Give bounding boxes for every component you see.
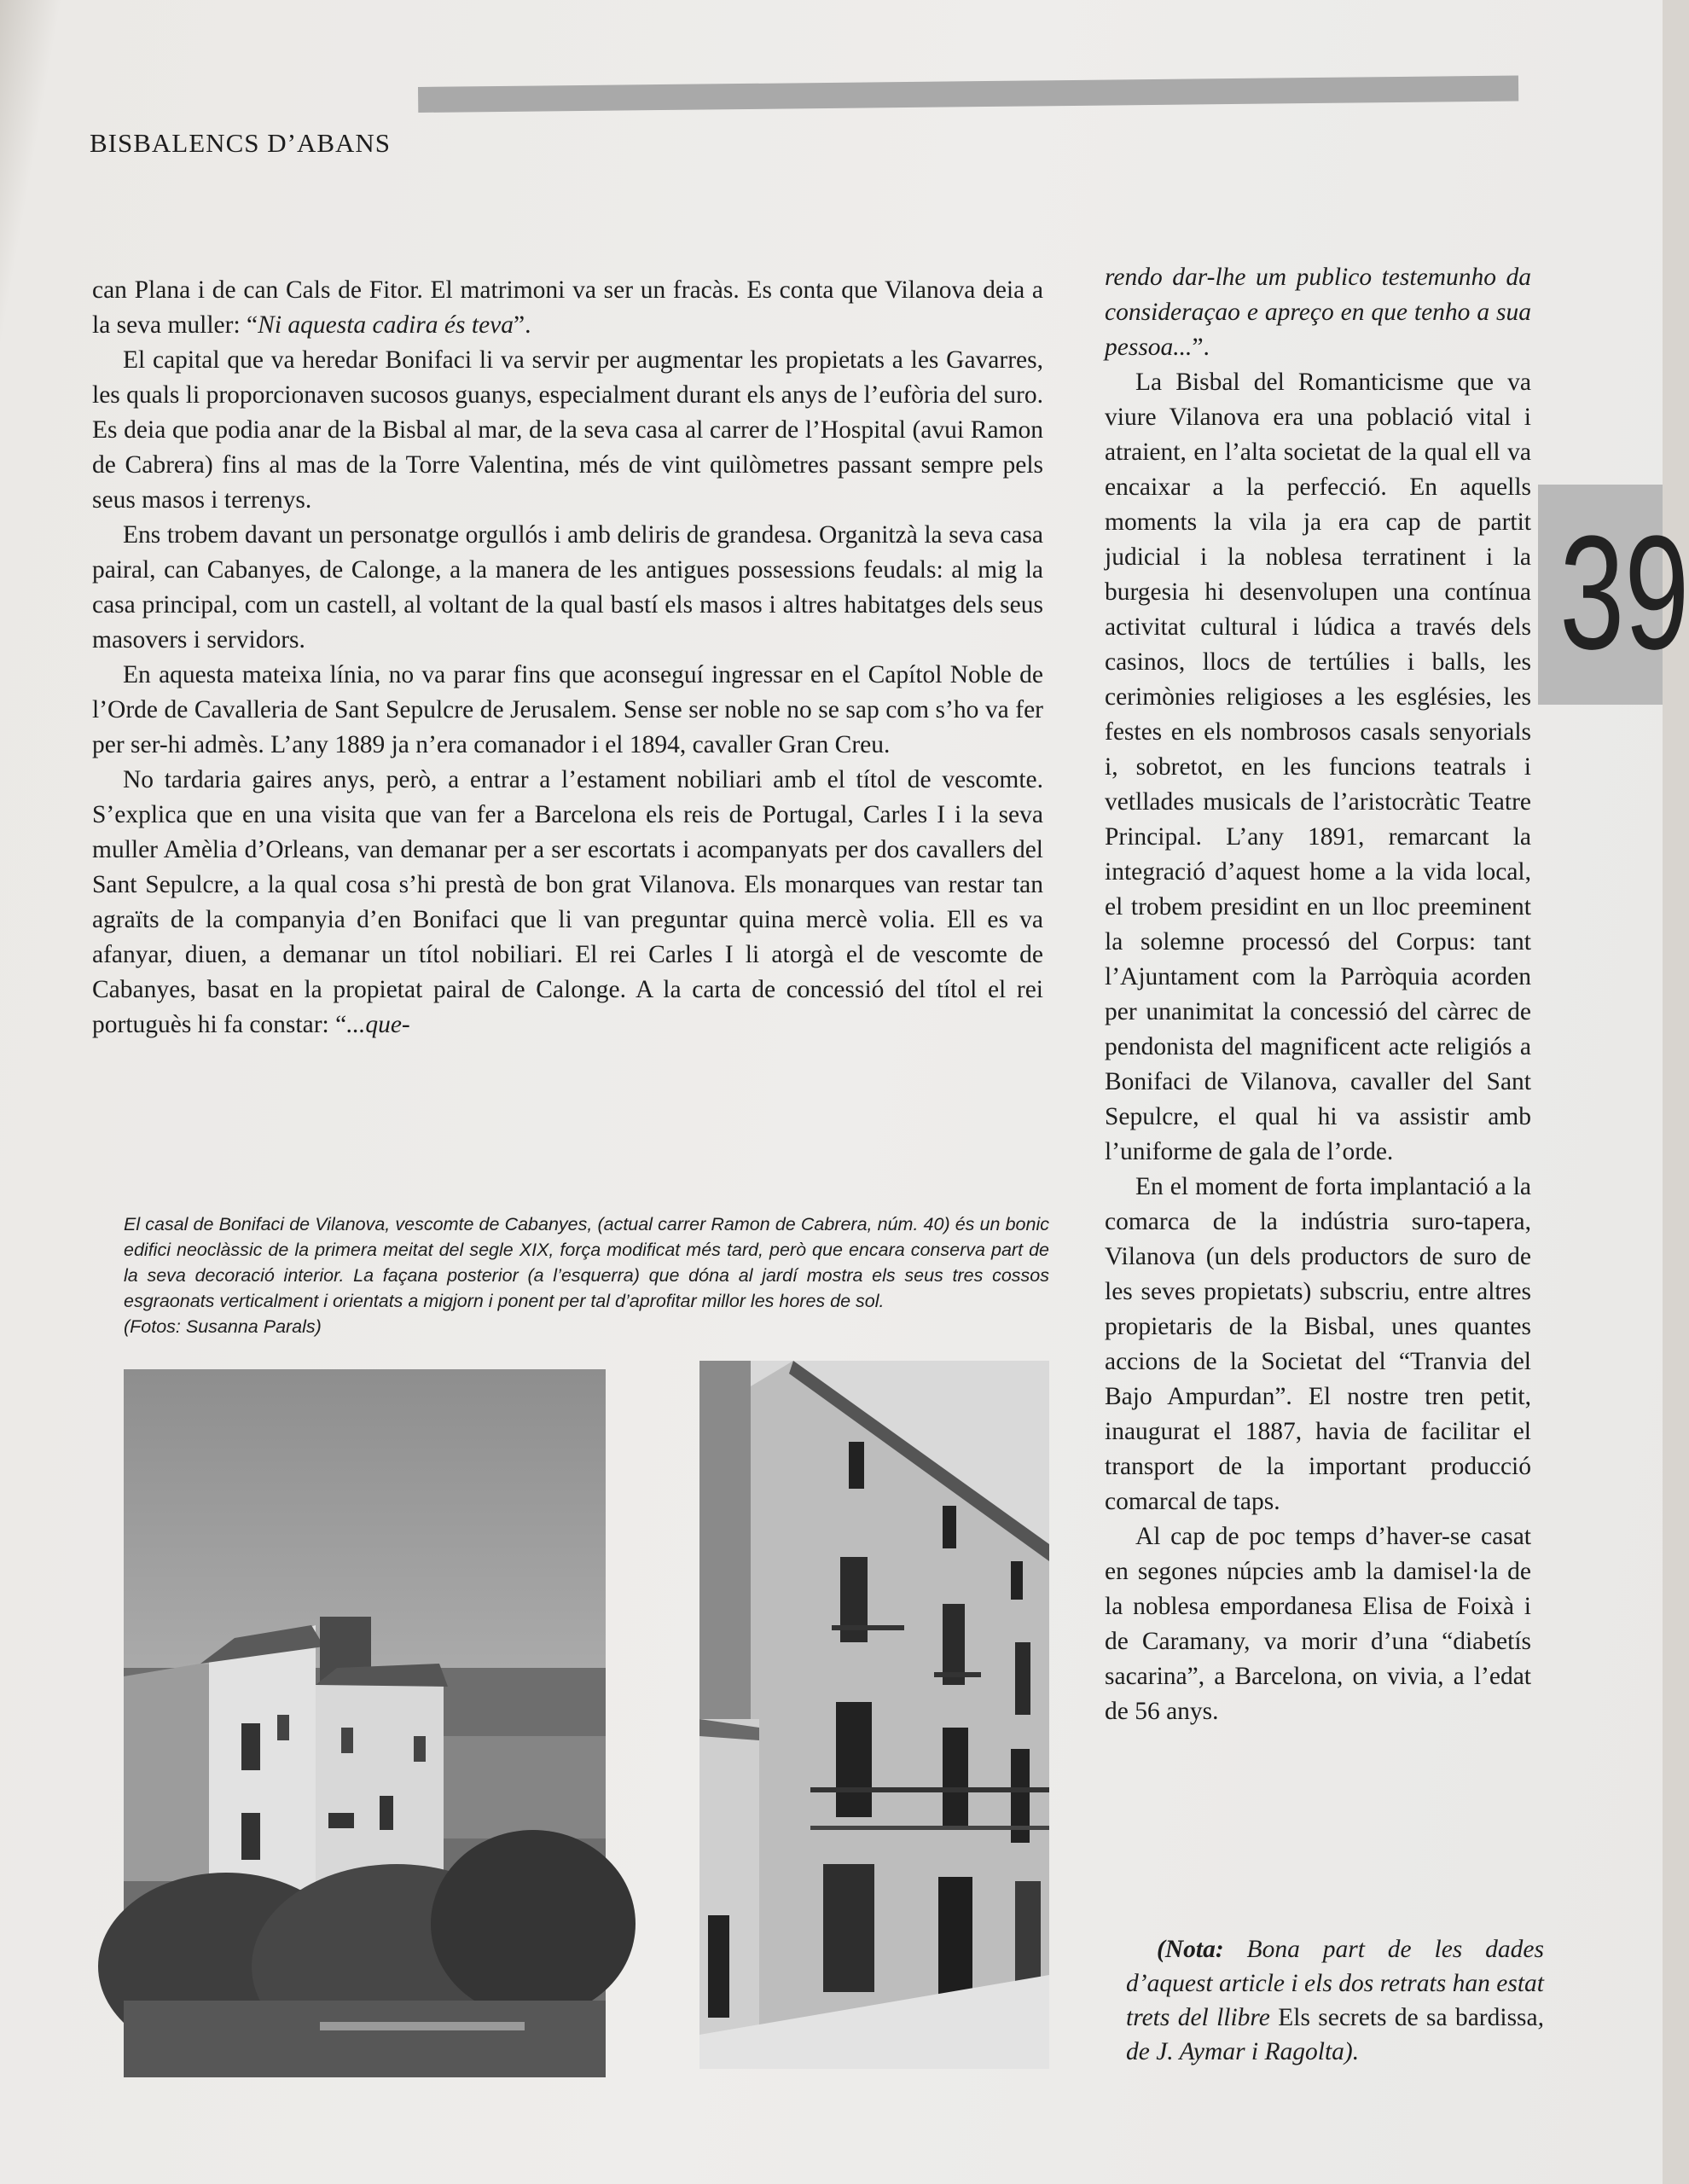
rear-facade-photo: [124, 1369, 606, 2077]
paragraph: En el moment de forta implantació a la comarca de la indústria suro-tapera, Vilanova (un dels productors de suro de les seves propietats) subscriu, entre altres propietaris de la Bisbal, unes quantes accions de la Societat del “Tranvia del Bajo Ampurdan”. El nostre tren petit, inaugurat el 1887, havia de facilitar el transport de la important producció comarcal de taps.: [1105, 1173, 1531, 1515]
paragraph: Ens trobem davant un personatge orgullós i amb deliris de grandesa. Organitzà la seva casa pairal, can Cabanyes, de Calonge, a la manera de les antigues possessions feudals: al mig la casa principal, com un castell, al voltant de la qual bastí els masos i altres habitatges dels seus masovers i servidors.: [92, 521, 1043, 653]
header-bar: [418, 75, 1518, 113]
paragraph: El capital que va heredar Bonifaci li va servir per augmentar les propietats a les Gavarres, les quals li proporcionaven sucosos guanys, especialment durant els anys de l’eufòria del suro. Es deia que podia anar de la Bisbal al mar, de la seva casa al carrer de l’Hospital (avui Ramon de Cabrera) fins al mas de la Torre Valentina, més de vint quilòmetres passant sempre pels seus masos i terrenys.: [92, 346, 1043, 514]
paragraph: En aquesta mateixa línia, no va parar fins que aconseguí ingressar en el Capítol Noble de l’Orde de Cavalleria de Sant Sepulcre de Jerusalem. Sense ser noble no se sap com s’ho va fer per ser-hi admès. L’any 1889 ja n’era comanador i el 1894, cavaller Gran Creu.: [92, 661, 1043, 758]
page-number: 39: [1559, 502, 1689, 683]
paragraph: can Plana i de can Cals de Fitor. El matrimoni va ser un fracàs. Es conta que Vilanova deia a la seva muller: “Ni aquesta cadira és teva”.: [92, 276, 1043, 339]
photo-credit: (Fotos: Susanna Parals): [124, 1316, 322, 1337]
paragraph: La Bisbal del Romanticisme que va viure Vilanova era una població vital i atraient, en l’alta societat de la qual ell va encaixar a la perfecció. En aquells moments la vila ja era cap de partit judicial i la noblesa terratinent i la burgesia hi desenvolupen una contínua activitat cultural i lúdica a través dels casinos, llocs de tertúlies i balls, les cerimònies religioses a les esglésies, les festes en els nombrosos casals senyorials i, sobretot, en les funcions teatrals i vetllades musicals de l’aristocràtic Teatre Principal. L’any 1891, remarcant la integració d’aquest home a la vida local, el trobem presidint en un lloc preeminent la solemne processó del Corpus: tant l’Ajuntament com la Parròquia acorden per unanimitat la concessió del càrrec de pendonista del magnificent acte religiós a Bonifaci de Vilanova, cavaller del Sant Sepulcre, el qual hi va assistir amb l’uniforme de gala de l’orde.: [1105, 369, 1531, 1165]
right-column: [1105, 260, 1531, 1729]
paragraph: Al cap de poc temps d’haver-se casat en segones núpcies amb la damisel·la de la noblesa empordanesa Elisa de Foixà i de Caramany, va morir d’una “diabetís sacarina”, a Barcelona, on vivia, a l’edat de 56 anys.: [1105, 1523, 1531, 1725]
front-facade-photo: [699, 1361, 1049, 2069]
photo-caption: [124, 1211, 1049, 1339]
paragraph: rendo dar-lhe um publico testemunho da consideraçao e apreço en que tenho a sua pessoa...”.: [1105, 264, 1531, 361]
note-text: (Nota: Bona part de les dades d’aquest article i els dos retrats han estat trets del llibre Els secrets de sa bardissa, de J. Aymar i Ragolta).: [1126, 1936, 1544, 2065]
caption-text: El casal de Bonifaci de Vilanova, vescomte de Cabanyes, (actual carrer Ramon de Cabrera, núm. 40) és un bonic edifici neoclàssic de la primera meitat del segle XIX, força modificat més tard, però que encara conserva part de la seva decoració interior. La façana posterior (a l’esquerra) que dóna al jardí mostra els seus tres cossos esgraonats verticalment i orientats a migjorn i ponent per tal d’aprofitar millor les hores de sol.: [124, 1214, 1049, 1311]
section-header: BISBALENCS D’ABANS: [90, 128, 392, 158]
left-column: [92, 273, 1043, 1043]
paragraph: No tardaria gaires anys, però, a entrar a l’estament nobiliari amb el títol de vescomte. S’explica que en una visita que van fer a Barcelona els reis de Portugal, Carles I i la seva muller Amèlia d’Orleans, van demanar per a ser escortats i acompanyats per dos cavallers del Sant Sepulcre, a la qual cosa s’hi prestà de bon grat Vilanova. Els monarques van restar tan agraïts de la companyia d’en Bonifaci que li van preguntar quina mercè volia. Ell es va afanyar, diuen, a demanar un títol nobiliari. El rei Carles I li atorgà el de vescomte de Cabanyes, basat en la propietat pairal de Calonge. A la carta de concessió del títol el rei portuguès hi fa constar: “...que-: [92, 766, 1043, 1038]
article-note: [1126, 1932, 1544, 2069]
